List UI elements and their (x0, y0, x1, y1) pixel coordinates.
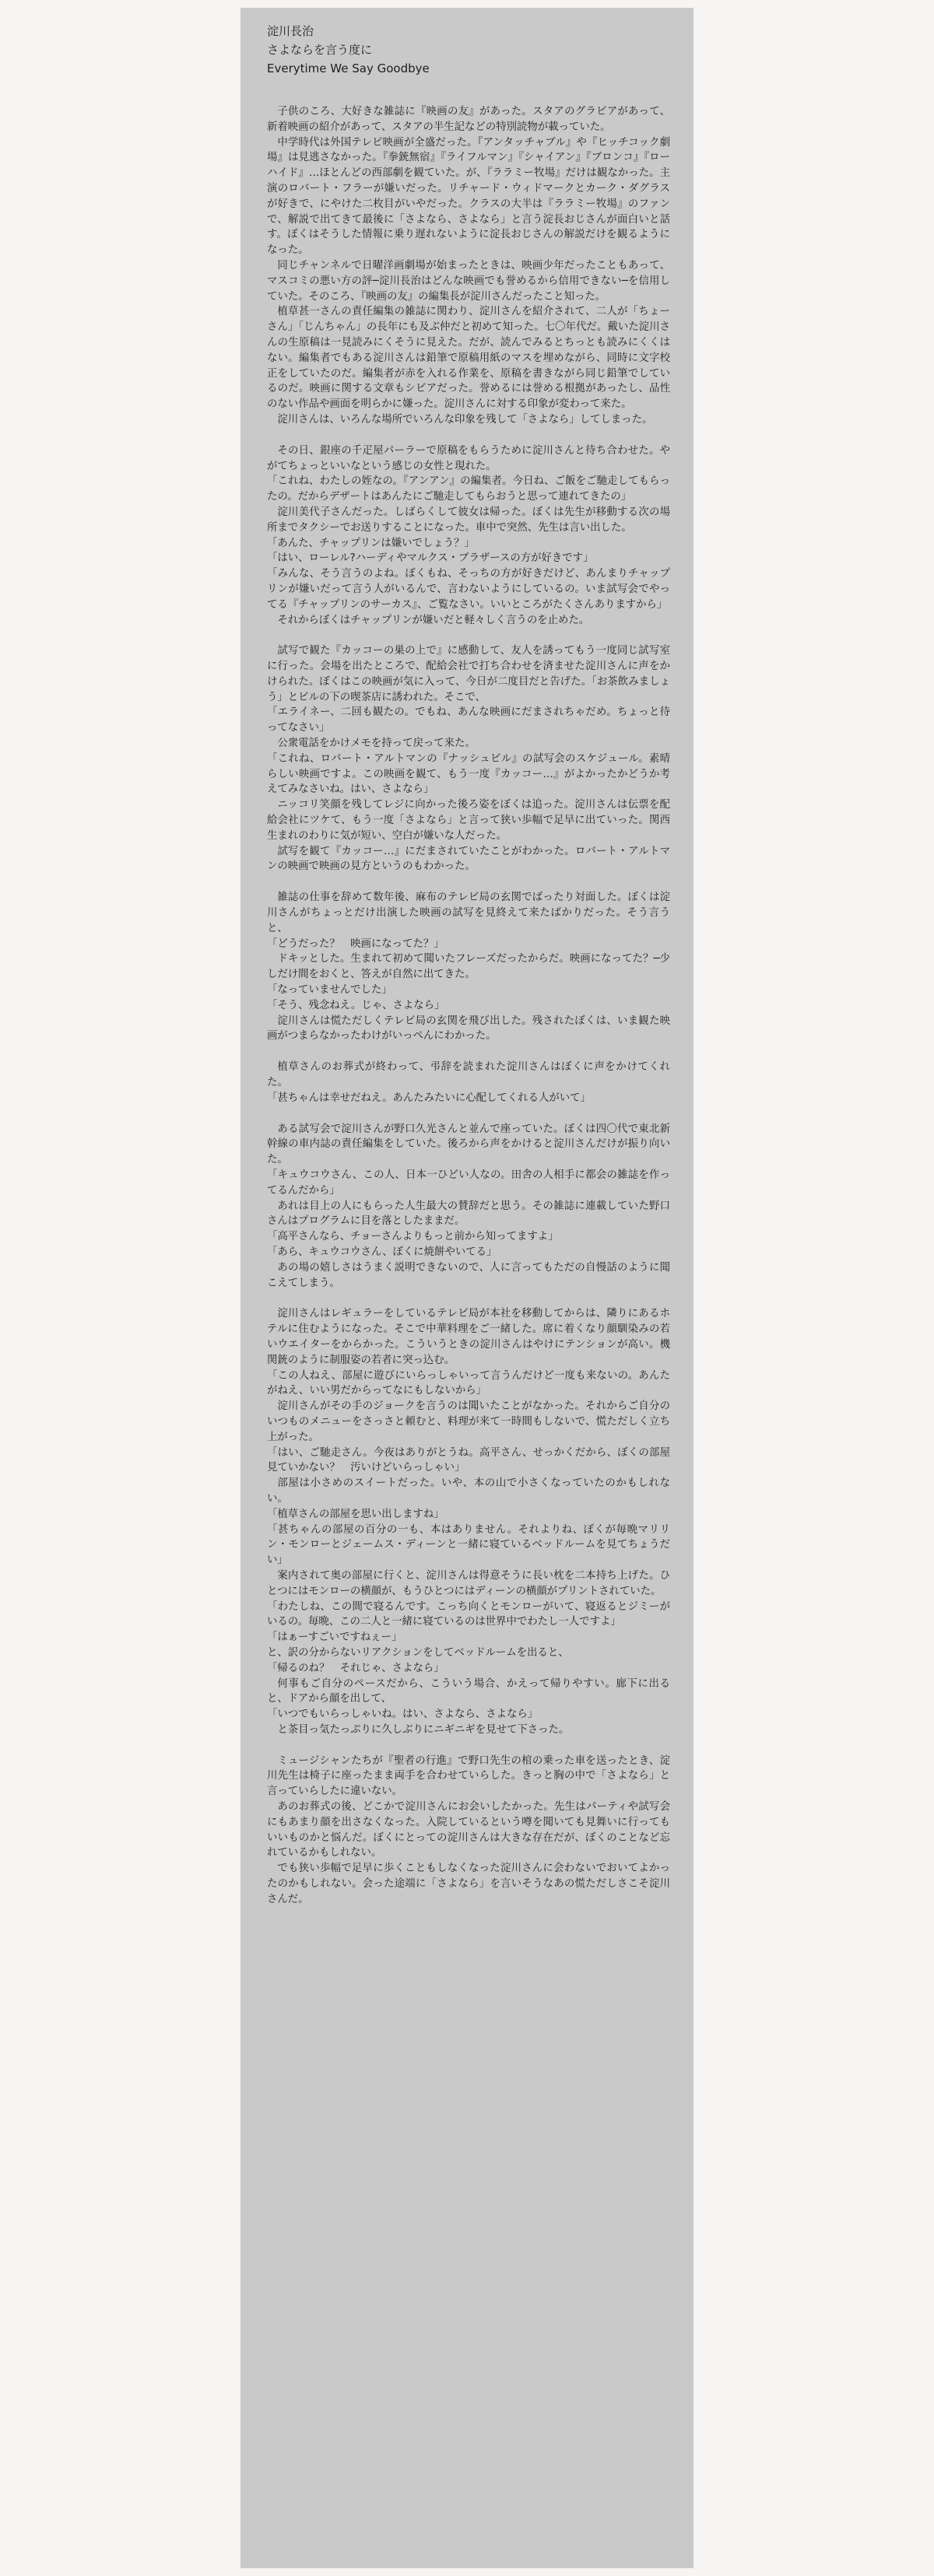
article-header (267, 22, 670, 78)
article-subtitle: Everytime We Say Goodbye (267, 61, 430, 75)
article-paragraph: 植草甚一さんの責任編集の雑誌に関わり、淀川さんを紹介されて、二人が「ちょーさん」「じんちゃん」の長年にも及ぶ仲だと初めて知った。七〇年代だ。戴いた淀川さんの生原稿は一見読みにくそうに見えた。だが、読んでみるとちっとも読みにくくはない。編集者でもある淀川さんは鉛筆で原稿用紙のマスを埋めながら、同時に文字校正をしていたのだ。編集者が赤を入れる作業を、原稿を書きながら同じ鉛筆でしているのだ。映画に関する文章もシビアだった。誉めるには誉める根拠があったし、品性のない作品や画面を明らかに嫌った。淀川さんに対する印象が変わって来た。 (267, 306, 670, 411)
article-paragraph: 「甚ちゃんの部屋の百分の一も、本はありません。それよりね、ぼくが毎晩マリリン・モンローとジェームス・ディーンと一緒に寝ているベッドルームを見てちょうだい」 (267, 1523, 670, 1567)
article-paragraph: 「甚ちゃんは幸せだねえ。あんたみたいに心配してくれる人がいて」 (267, 1092, 591, 1104)
article-paragraph: 「エライネー、二回も観たの。でもね、あんな映画にだまされちゃだめ。ちょっと待ってなさい」 (267, 706, 670, 734)
article-paragraph: 「高平さんなら、チョーさんよりもっと前から知ってますよ」 (267, 1231, 559, 1243)
article-paragraph: 淀川さんはレギュラーをしているテレビ局が本社を移動してからは、隣りにあるホテルに住むようになった。そこで中華料理をご一緒した。席に着くなり顔馴染みの若いウエイターをからかった。こういうときの淀川さんはやけにテンションが高い。機関銃のように制服姿の若者に突っ込む。 (267, 1308, 670, 1366)
article-paragraph: 「はぁーすごいですねぇー」 (267, 1631, 402, 1644)
article-paragraph: 「キュウコウさん、この人、日本一ひどい人なの。田舎の人相手に都会の雑誌を作ってるんだから」 (267, 1169, 670, 1197)
article-paragraph: あの場の嬉しさはうまく説明できないので、人に言ってもただの自慢話のように聞こえてしまう。 (267, 1261, 670, 1289)
article-paragraph: 「そう、残念ねえ。じゃ、さよなら」 (267, 999, 445, 1011)
article-page (241, 8, 693, 2568)
author-name: 淀川長治 (267, 24, 314, 38)
article-paragraph: 試写を観て『カッコー…』にだまされていたことがわかった。ロバート・アルトマンの映画で映画の見方というのもわかった。 (267, 845, 670, 873)
article-paragraph: と茶目っ気たっぷりに久しぶりにニギニギを見せて下さった。 (277, 1723, 570, 1736)
article-paragraph: 「はい、ご馳走さん。今夜はありがとうね。高平さん、せっかくだから、ぼくの部屋見ていかない？ 汚いけどいらっしゃい」 (267, 1446, 670, 1474)
article-paragraph: でも狭い歩幅で足早に歩くこともしなくなった淀川さんに会わないでおいてよかったのかもしれない。会った途端に「さよなら」を言いそうなあの慌ただしさこそ淀川さんだ。 (267, 1863, 670, 1905)
article-paragraph: ニッコリ笑顔を残してレジに向かった後ろ姿をぼくは追った。淀川さんは伝票を配給会社にツケて、もう一度「さよなら」と言って狭い歩幅で足早に出ていった。関西生まれのわりに気が短い、空白が嫌いな人だった。 (267, 799, 670, 842)
article-paragraph: ミュージシャンたちが『聖者の行進』で野口先生の棺の乗った車を送ったとき、淀川先生は椅子に座ったまま両手を合わせていらした。きっと胸の中で「さよなら」と言っていらしたに違いない。 (267, 1754, 670, 1798)
article-paragraph: 試写で観た『カッコーの巣の上で』に感動して、友人を誘ってもう一度同じ試写室に行った。会場を出たところで、配給会社で打ち合わせを済ませた淀川さんに声をかけられた。ぼくはこの映画が気に入って、今日が二度目だと告げた。「お茶飲みましょう」とビルの下の喫茶店に誘われた。そこで、 (267, 645, 670, 703)
article-paragraph: 「あんた、チャップリンは嫌いでしょう？」 (267, 537, 475, 549)
article-paragraph: 植草さんのお葬式が終わって、弔辞を読まれた淀川さんはぼくに声をかけてくれた。 (267, 1061, 670, 1089)
article-paragraph: 「どうだった？ 映画になってた？」 (267, 938, 444, 950)
article-paragraph: 淀川さんは慌ただしくテレビ局の玄関を飛び出した。残されたぼくは、いま観た映画がつまらなかったわけがいっぺんにわかった。 (267, 1015, 670, 1043)
article-paragraph: ある試写会で淀川さんが野口久光さんと並んで座っていた。ぼくは四〇代で東北新幹線の車内誌の責任編集をしていた。後ろから声をかけると淀川さんだけが振り向いた。 (267, 1123, 670, 1166)
article-paragraph: 「あら、キュウコウさん、ぼくに焼餅やいてる」 (267, 1246, 497, 1258)
article-paragraph: 「わたしね、この間で寝るんです。こっち向くとモンローがいて、寝返るとジミーがいるの。毎晩、この二人と一緒に寝ているのは世界中でわたし一人ですよ」 (267, 1600, 670, 1628)
article-paragraph: 中学時代は外国テレビ映画が全盛だった。『アンタッチャブル』や『ヒッチコック劇場』は見逃さなかった。『拳銃無宿』『ライフルマン』『シャイアン』『ブロンコ』『ローハイド』…ほとんどの西部劇を観ていた。が、『ララミー牧場』だけは観なかった。主演のロバート・フラーが嫌いだった。リチャード・ウィドマークとカーク・ダグラスが好きで、にやけた二枚目がいやだった。クラスの大半は『ララミー牧場』のファンで、解説で出てきて最後に「さよなら、さよなら」と言う淀長おじさんが面白いと話す。ぼくはそうした情報に乗り遅れないように淀長おじさんの解説だけを観るようになった。 (267, 136, 670, 257)
article-paragraph: 雑誌の仕事を辞めて数年後、麻布のテレビ局の玄関でばったり対面した。ぼくは淀川さんがちょっとだけ出演した映画の試写を見終えて来たばかりだった。そう言うと、 (267, 892, 670, 934)
article-paragraph: と、訳の分からないリアクションをしてベッドルームを出ると、 (267, 1646, 569, 1659)
article-paragraph: 何事もご自分のペースだから、こういう場合、かえって帰りやすい。廊下に出ると、ドアから顔を出して、 (267, 1677, 670, 1705)
article-paragraph: ドキッとした。生まれて初めて聞いたフレーズだったからだ。映画になってた？─少しだけ間をおくと、答えが自然に出てきた。 (267, 953, 670, 981)
article-paragraph: 「みんな、そう言うのよね。ぼくもね、そっちの方が好きだけど、あんまりチャップリンが嫌いだって言う人がいるんで、言わないようにしているの。いま試写会でやってる『チャップリンのサーカス』、ご覧なさい。いいところがたくさんありますから」 (267, 568, 670, 611)
article-paragraph: 淀川さんは、いろんな場所でいろんな印象を残して「さよなら」してしまった。 (277, 413, 653, 426)
article-paragraph: 「これね、ロバート・アルトマンの『ナッシュビル』の試写会のスケジュール。素晴らしい映画ですよ。この映画を観て、もう一度『カッコー…』がよかったかどうか考えてみなさいね。はい、さよなら」 (267, 752, 670, 796)
article-paragraph: 「植草さんの部屋を思い出しますね」 (267, 1508, 444, 1520)
article-paragraph: それからぼくはチャップリンが嫌いだと軽々しく言うのを止めた。 (277, 614, 590, 626)
article-paragraph: 淀川さんがその手のジョークを言うのは聞いたことがなかった。それからご自分のいつものメニューをさっさと頼むと、料理が来て一時間もしないで、慌ただしく立ち上がった。 (267, 1400, 670, 1443)
article-paragraph: 「いつでもいらっしゃいね。はい、さよなら、さよなら」 (267, 1709, 539, 1721)
article-body (267, 104, 670, 1908)
article-paragraph: あれは目上の人にもらった人生最大の賛辞だと思う。その雑誌に連載していた野口さんはプログラムに目を落としたままだ。 (267, 1200, 670, 1228)
article-paragraph: 子供のころ、大好きな雑誌に『映画の友』があった。スタアのグラビアがあって、新着映画の紹介があって、スタアの半生記などの特別読物が載っていた。 (267, 106, 670, 133)
article-paragraph: 淀川美代子さんだった。しばらくして彼女は帰った。ぼくは先生が移動する次の場所までタクシーでお送りすることになった。車中で突然、先生は言い出した。 (267, 506, 670, 534)
article-paragraph: 「この人ねえ、部屋に遊びにいらっしゃいって言うんだけど一度も来ないの。あんたがねえ、いい男だからってなにもしないから」 (267, 1369, 670, 1397)
article-paragraph: 「なっていませんでした」 (267, 984, 392, 997)
article-paragraph: 案内されて奥の部屋に行くと、淀川さんは得意そうに長い枕を二本持ち上げた。ひとつにはモンローの横顔が、もうひとつにはディーンの横顔がプリントされていた。 (267, 1569, 670, 1597)
article-paragraph: 「帰るのね？ それじゃ、さよなら」 (267, 1662, 444, 1674)
article-paragraph: 部屋は小さめのスイートだった。いや、本の山で小さくなっていたのかもしれない。 (267, 1477, 670, 1505)
article-paragraph: あのお葬式の後、どこかで淀川さんにお会いしたかった。先生はパーティや試写会にもあまり顔を出さなくなった。入院しているという噂を聞いても見舞いに行ってもいいものかと悩んだ。ぼくにとっての淀川さんは大きな存在だが、ぼくのことなど忘れているかもしれない。 (267, 1801, 670, 1859)
article-paragraph: 公衆電話をかけメモを持って戻って来た。 (277, 738, 476, 750)
article-paragraph: 「はい、ローレル?ハーディやマルクス・ブラザースの方が好きです」 (267, 552, 594, 565)
article-paragraph: 同じチャンネルで日曜洋画劇場が始まったときは、映画少年だったこともあって、マスコミの悪い方の評─淀川長治はどんな映画でも誉めるから信用できない─を信用していた。そのころ、『映画の友』の編集長が淀川さんだったこと知った。 (267, 259, 670, 303)
article-paragraph: その日、銀座の千疋屋パーラーで原稿をもらうために淀川さんと待ち合わせた。やがてちょっといいなという感じの女性と現れた。 (267, 444, 670, 472)
article-title: さよならを言う度に (267, 43, 373, 57)
article-paragraph: 「これね、わたしの姪なの。『アンアン』の編集者。今日ね、ご飯をご馳走してもらったの。だからデザートはあんたにご馳走してもらおうと思って連れてきたの」 (267, 475, 670, 503)
